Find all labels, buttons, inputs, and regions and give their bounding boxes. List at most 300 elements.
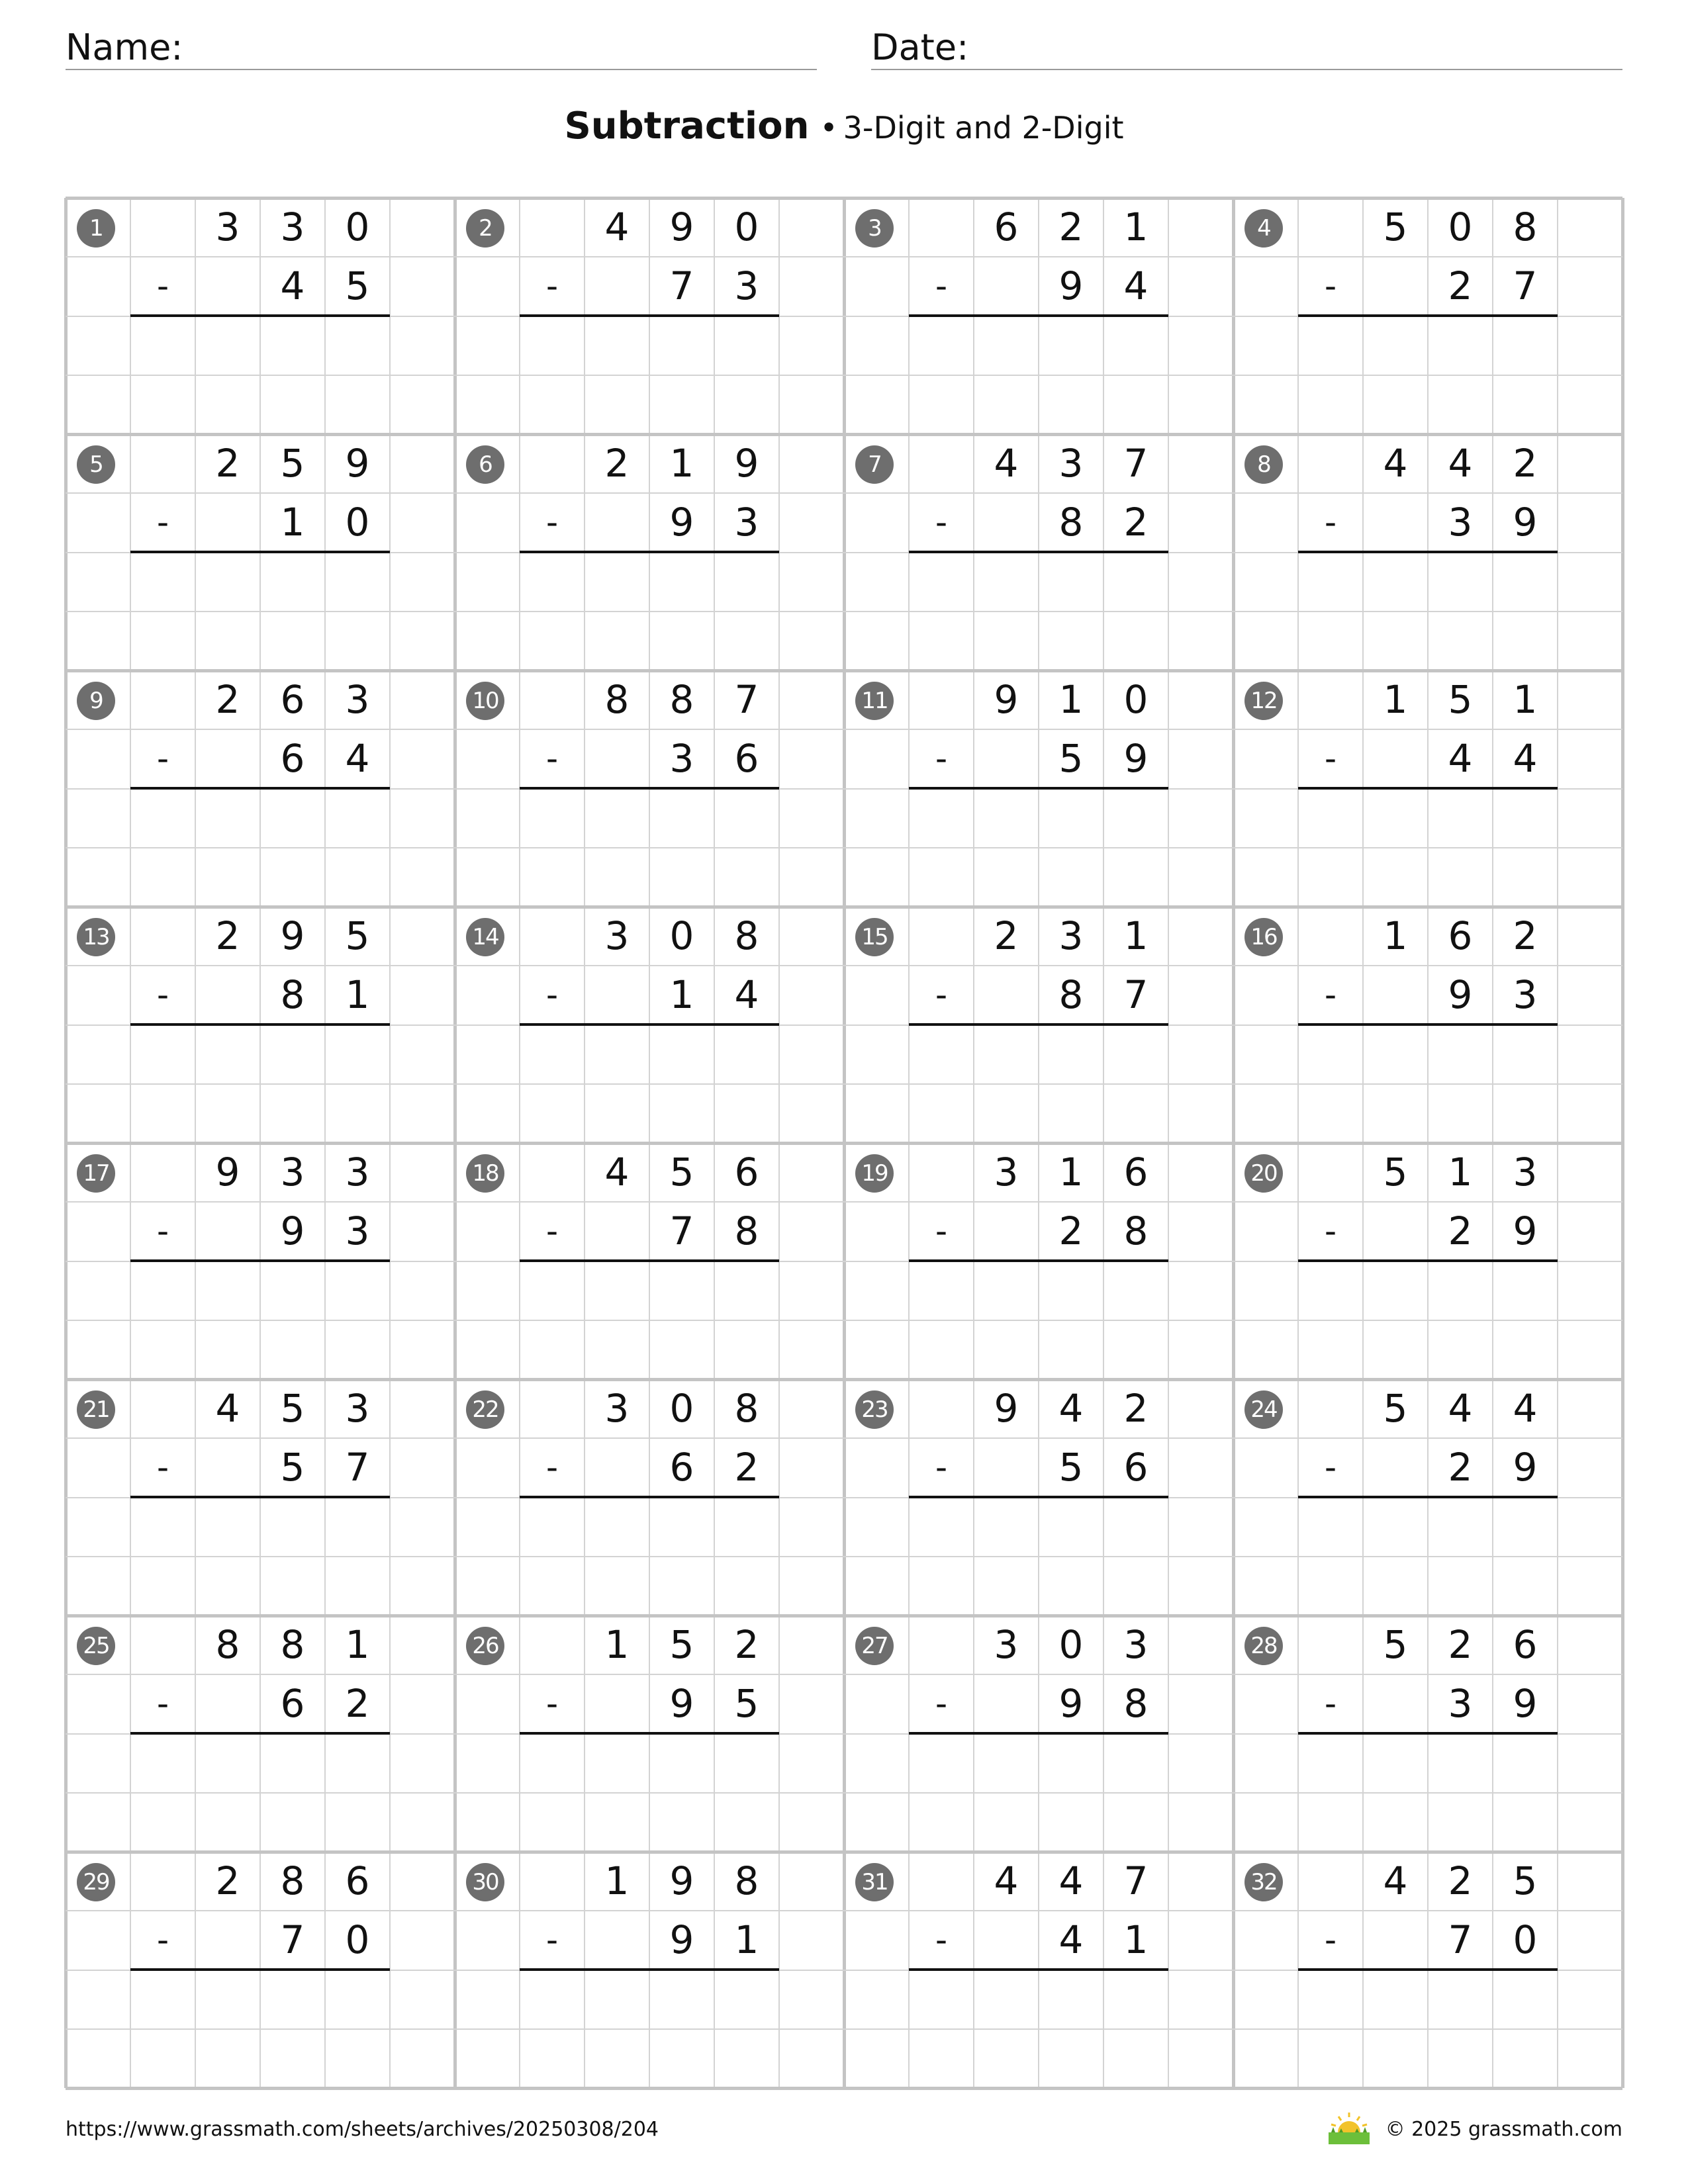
problem-16	[1233, 907, 1622, 1143]
problem-number-badge: 29	[77, 1863, 115, 1901]
subtrahend-digit: 2	[1448, 263, 1473, 309]
minuend-digit: 8	[734, 913, 759, 958]
problem-29	[66, 1852, 455, 2088]
subtrahend-digit: 0	[345, 500, 370, 545]
subtrahend-digit: 5	[734, 1681, 759, 1727]
problem-14	[455, 907, 844, 1143]
answer-cell[interactable]	[1428, 1261, 1493, 1320]
answer-cell[interactable]	[649, 1261, 714, 1320]
problem-number-badge: 26	[466, 1627, 504, 1665]
subtrahend-digit: 4	[345, 736, 370, 782]
minuend-digit: 8	[669, 677, 694, 722]
minuend-digit: 9	[994, 1386, 1019, 1431]
minuend-digit: 7	[734, 677, 759, 722]
minuend-digit: 0	[1448, 205, 1473, 250]
minuend-digit: 1	[1448, 1150, 1473, 1195]
minus-sign: -	[935, 1448, 948, 1486]
minuend-digit: 7	[1123, 441, 1149, 486]
answer-cell[interactable]	[325, 1970, 390, 2029]
answer-cell[interactable]	[1363, 789, 1428, 848]
title-subtitle: 3-Digit and 2-Digit	[843, 110, 1124, 146]
subtrahend-digit: 9	[1058, 1681, 1084, 1727]
answer-cell[interactable]	[1428, 553, 1493, 612]
answer-cell[interactable]	[1103, 553, 1168, 612]
answer-cell[interactable]	[1103, 789, 1168, 848]
minuend-digit: 3	[604, 913, 630, 958]
problem-28	[1233, 1615, 1622, 1852]
answer-cell[interactable]	[260, 789, 325, 848]
subtrahend-digit: 7	[669, 1208, 694, 1254]
minuend-digit: 1	[604, 1622, 630, 1667]
problem-24	[1233, 1379, 1622, 1615]
subtrahend-digit: 2	[1448, 1208, 1473, 1254]
answer-cell[interactable]	[585, 1025, 649, 1084]
minuend-digit: 9	[669, 1858, 694, 1903]
minuend-digit: 4	[1058, 1386, 1084, 1431]
answer-cell[interactable]	[714, 789, 779, 848]
answer-cell[interactable]	[260, 1970, 325, 2029]
problem-number-badge: 13	[77, 918, 115, 956]
minuend-digit: 6	[994, 205, 1019, 250]
answer-cell[interactable]	[714, 1970, 779, 2029]
answer-cell[interactable]	[260, 1261, 325, 1320]
answer-cell[interactable]	[585, 316, 649, 375]
subtrahend-digit: 6	[669, 1445, 694, 1490]
subtrahend-digit: 9	[669, 1917, 694, 1963]
minuend-digit: 5	[280, 441, 305, 486]
answer-cell[interactable]	[1103, 1734, 1168, 1793]
answer-cell[interactable]	[325, 789, 390, 848]
answer-cell[interactable]	[325, 1734, 390, 1793]
answer-cell[interactable]	[260, 553, 325, 612]
answer-cell[interactable]	[974, 1261, 1039, 1320]
minuend-digit: 0	[669, 913, 694, 958]
minus-sign: -	[1324, 1684, 1337, 1723]
answer-cell[interactable]	[649, 1970, 714, 2029]
problem-4	[1233, 198, 1622, 434]
minus-sign: -	[935, 976, 948, 1014]
subtrahend-digit: 2	[1123, 500, 1149, 545]
answer-cell[interactable]	[714, 1734, 779, 1793]
minuend-digit: 4	[1383, 1858, 1408, 1903]
answer-cell[interactable]	[1363, 1025, 1428, 1084]
minuend-digit: 7	[1123, 1858, 1149, 1903]
answer-cell[interactable]	[649, 553, 714, 612]
answer-cell[interactable]	[325, 316, 390, 375]
answer-cell[interactable]	[260, 316, 325, 375]
answer-cell[interactable]	[1493, 316, 1558, 375]
answer-cell[interactable]	[1103, 1970, 1168, 2029]
answer-cell[interactable]	[260, 1498, 325, 1557]
minuend-digit: 6	[1123, 1150, 1149, 1195]
answer-cell[interactable]	[1493, 1970, 1558, 2029]
minus-sign: -	[935, 1684, 948, 1723]
minuend-digit: 9	[734, 441, 759, 486]
subtrahend-digit: 9	[1513, 1208, 1538, 1254]
subtrahend-digit: 5	[280, 1445, 305, 1490]
answer-cell[interactable]	[974, 789, 1039, 848]
answer-cell[interactable]	[1363, 316, 1428, 375]
minus-sign: -	[545, 1448, 559, 1486]
problem-number-badge: 7	[855, 445, 894, 484]
answer-cell[interactable]	[974, 1970, 1039, 2029]
problem-number-badge: 11	[855, 682, 894, 720]
answer-cell[interactable]	[325, 1261, 390, 1320]
minus-sign: -	[1324, 976, 1337, 1014]
subtrahend-digit: 1	[669, 972, 694, 1018]
minuend-digit: 0	[345, 205, 370, 250]
minuend-digit: 4	[215, 1386, 240, 1431]
answer-cell[interactable]	[585, 789, 649, 848]
answer-cell[interactable]	[325, 553, 390, 612]
minuend-digit: 2	[994, 913, 1019, 958]
problem-number-badge: 5	[77, 445, 115, 484]
minuend-digit: 4	[604, 205, 630, 250]
minuend-digit: 2	[215, 677, 240, 722]
problem-25	[66, 1615, 455, 1852]
problem-20	[1233, 1143, 1622, 1379]
minuend-digit: 4	[1448, 1386, 1473, 1431]
subtrahend-digit: 7	[669, 263, 694, 309]
problem-number-badge: 20	[1244, 1154, 1283, 1193]
subtrahend-digit: 1	[280, 500, 305, 545]
subtrahend-digit: 2	[1058, 1208, 1084, 1254]
problem-32	[1233, 1852, 1622, 2088]
answer-cell[interactable]	[1363, 553, 1428, 612]
answer-cell[interactable]	[1039, 1025, 1103, 1084]
problem-number-badge: 3	[855, 209, 894, 248]
answer-cell[interactable]	[195, 789, 260, 848]
problem-number-badge: 21	[77, 1390, 115, 1429]
problem-13	[66, 907, 455, 1143]
minuend-digit: 1	[1123, 205, 1149, 250]
minus-sign: -	[1324, 1212, 1337, 1250]
problem-23	[844, 1379, 1233, 1615]
subtrahend-digit: 3	[734, 263, 759, 309]
subtrahend-digit: 8	[1123, 1208, 1149, 1254]
minuend-digit: 6	[280, 677, 305, 722]
answer-cell[interactable]	[1493, 1261, 1558, 1320]
problem-number-badge: 32	[1244, 1863, 1283, 1901]
problem-number-badge: 15	[855, 918, 894, 956]
subtrahend-digit: 3	[1448, 500, 1473, 545]
answer-cell[interactable]	[1103, 1261, 1168, 1320]
answer-cell[interactable]	[649, 1498, 714, 1557]
minuend-digit: 2	[1448, 1858, 1473, 1903]
minus-sign: -	[935, 267, 948, 305]
answer-cell[interactable]	[974, 553, 1039, 612]
minus-sign: -	[935, 739, 948, 778]
minuend-digit: 5	[1383, 1622, 1408, 1667]
answer-cell[interactable]	[1363, 1261, 1428, 1320]
answer-cell[interactable]	[1493, 553, 1558, 612]
problem-31	[844, 1852, 1233, 2088]
problem-number-badge: 22	[466, 1390, 504, 1429]
answer-cell[interactable]	[649, 1734, 714, 1793]
answer-cell[interactable]	[195, 1025, 260, 1084]
minuend-digit: 8	[280, 1622, 305, 1667]
minuend-digit: 5	[280, 1386, 305, 1431]
answer-cell[interactable]	[974, 316, 1039, 375]
subtrahend-digit: 3	[734, 500, 759, 545]
answer-cell[interactable]	[1039, 1261, 1103, 1320]
minus-sign: -	[545, 267, 559, 305]
subtrahend-digit: 4	[280, 263, 305, 309]
minuend-digit: 3	[1058, 441, 1084, 486]
minuend-digit: 5	[1383, 205, 1408, 250]
minuend-digit: 6	[345, 1858, 370, 1903]
problem-number-badge: 19	[855, 1154, 894, 1193]
minuend-digit: 9	[215, 1150, 240, 1195]
subtrahend-digit: 9	[669, 500, 694, 545]
minuend-digit: 5	[1513, 1858, 1538, 1903]
answer-cell[interactable]	[714, 1261, 779, 1320]
problem-number-badge: 12	[1244, 682, 1283, 720]
minuend-digit: 2	[215, 913, 240, 958]
minus-sign: -	[545, 1684, 559, 1723]
problem-number-badge: 27	[855, 1627, 894, 1665]
subtrahend-digit: 3	[1448, 1681, 1473, 1727]
answer-cell[interactable]	[1103, 1498, 1168, 1557]
minuend-digit: 0	[1058, 1622, 1084, 1667]
subtrahend-digit: 2	[734, 1445, 759, 1490]
answer-cell[interactable]	[1363, 1734, 1428, 1793]
problem-10	[455, 670, 844, 907]
problem-number-badge: 4	[1244, 209, 1283, 248]
subtrahend-digit: 0	[345, 1917, 370, 1963]
subtrahend-digit: 8	[1058, 972, 1084, 1018]
answer-cell[interactable]	[1428, 1970, 1493, 2029]
worksheet-grid	[66, 198, 1622, 2088]
problem-19	[844, 1143, 1233, 1379]
minus-sign: -	[156, 976, 169, 1014]
subtrahend-digit: 6	[734, 736, 759, 782]
answer-cell[interactable]	[195, 1261, 260, 1320]
minuend-digit: 2	[1123, 1386, 1149, 1431]
answer-cell[interactable]	[1039, 1498, 1103, 1557]
answer-cell[interactable]	[1493, 1734, 1558, 1793]
answer-cell[interactable]	[714, 1498, 779, 1557]
problem-number-badge: 25	[77, 1627, 115, 1665]
minuend-digit: 3	[604, 1386, 630, 1431]
minuend-digit: 8	[1513, 205, 1538, 250]
subtrahend-digit: 5	[1058, 1445, 1084, 1490]
problem-number-badge: 17	[77, 1154, 115, 1193]
subtrahend-digit: 1	[345, 972, 370, 1018]
minuend-digit: 9	[345, 441, 370, 486]
minuend-digit: 1	[1513, 677, 1538, 722]
answer-cell[interactable]	[1493, 1498, 1558, 1557]
answer-cell[interactable]	[260, 1734, 325, 1793]
answer-cell[interactable]	[195, 553, 260, 612]
answer-cell[interactable]	[974, 1025, 1039, 1084]
answer-cell[interactable]	[1493, 1025, 1558, 1084]
problem-7	[844, 434, 1233, 670]
answer-cell[interactable]	[1039, 316, 1103, 375]
minuend-digit: 9	[280, 913, 305, 958]
minuend-digit: 6	[1448, 913, 1473, 958]
subtrahend-digit: 4	[734, 972, 759, 1018]
minuend-digit: 0	[669, 1386, 694, 1431]
answer-cell[interactable]	[714, 553, 779, 612]
minuend-digit: 8	[604, 677, 630, 722]
problem-6	[455, 434, 844, 670]
subtrahend-digit: 4	[1123, 263, 1149, 309]
subtrahend-digit: 4	[1058, 1917, 1084, 1963]
minuend-digit: 8	[215, 1622, 240, 1667]
minuend-digit: 3	[215, 205, 240, 250]
subtrahend-digit: 9	[1513, 1445, 1538, 1490]
subtrahend-digit: 8	[1123, 1681, 1149, 1727]
problem-number-badge: 9	[77, 682, 115, 720]
answer-cell[interactable]	[195, 1734, 260, 1793]
minuend-digit: 4	[994, 441, 1019, 486]
problem-number-badge: 14	[466, 918, 504, 956]
problem-number-badge: 24	[1244, 1390, 1283, 1429]
problem-3	[844, 198, 1233, 434]
problem-1	[66, 198, 455, 434]
minuend-digit: 9	[994, 677, 1019, 722]
minus-sign: -	[1324, 503, 1337, 541]
problem-26	[455, 1615, 844, 1852]
subtrahend-digit: 8	[734, 1208, 759, 1254]
answer-cell[interactable]	[195, 1970, 260, 2029]
minus-sign: -	[545, 1921, 559, 1959]
subtrahend-digit: 9	[1513, 500, 1538, 545]
subtrahend-digit: 7	[280, 1917, 305, 1963]
problem-9	[66, 670, 455, 907]
answer-cell[interactable]	[1103, 316, 1168, 375]
minuend-digit: 3	[345, 677, 370, 722]
answer-cell[interactable]	[1039, 789, 1103, 848]
minuend-digit: 1	[1058, 1150, 1084, 1195]
answer-cell[interactable]	[974, 1498, 1039, 1557]
minuend-digit: 8	[734, 1386, 759, 1431]
subtrahend-digit: 7	[1448, 1917, 1473, 1963]
answer-cell[interactable]	[1039, 553, 1103, 612]
minus-sign: -	[156, 503, 169, 541]
grassmath-logo-icon	[1326, 2111, 1372, 2146]
answer-cell[interactable]	[1428, 1498, 1493, 1557]
minus-sign: -	[156, 739, 169, 778]
answer-cell[interactable]	[1428, 1734, 1493, 1793]
answer-cell[interactable]	[325, 1025, 390, 1084]
answer-cell[interactable]	[1039, 1970, 1103, 2029]
subtrahend-digit: 4	[1448, 736, 1473, 782]
subtrahend-digit: 7	[1123, 972, 1149, 1018]
subtrahend-digit: 3	[669, 736, 694, 782]
title-separator: •	[820, 110, 838, 146]
minuend-digit: 5	[345, 913, 370, 958]
answer-cell[interactable]	[1428, 789, 1493, 848]
subtrahend-digit: 1	[734, 1917, 759, 1963]
minuend-digit: 5	[669, 1150, 694, 1195]
answer-cell[interactable]	[260, 1025, 325, 1084]
answer-cell[interactable]	[585, 1734, 649, 1793]
problem-2	[455, 198, 844, 434]
subtrahend-digit: 9	[280, 1208, 305, 1254]
answer-cell[interactable]	[1493, 789, 1558, 848]
subtrahend-digit: 7	[345, 1445, 370, 1490]
minuend-digit: 2	[1448, 1622, 1473, 1667]
problem-number-badge: 28	[1244, 1627, 1283, 1665]
answer-cell[interactable]	[1103, 1025, 1168, 1084]
minuend-digit: 0	[1123, 677, 1149, 722]
answer-cell[interactable]	[1363, 1498, 1428, 1557]
minus-sign: -	[935, 1921, 948, 1959]
date-field-line[interactable]	[871, 69, 1622, 70]
problem-22	[455, 1379, 844, 1615]
minuend-digit: 3	[345, 1150, 370, 1195]
minus-sign: -	[935, 1212, 948, 1250]
answer-cell[interactable]	[195, 316, 260, 375]
minuend-digit: 2	[215, 1858, 240, 1903]
minuend-digit: 2	[215, 441, 240, 486]
problem-number-badge: 8	[1244, 445, 1283, 484]
minuend-digit: 2	[1513, 913, 1538, 958]
minuend-digit: 5	[1383, 1386, 1408, 1431]
answer-cell[interactable]	[714, 316, 779, 375]
name-field-line[interactable]	[66, 69, 817, 70]
subtrahend-digit: 0	[1513, 1917, 1538, 1963]
subtrahend-digit: 2	[345, 1681, 370, 1727]
minus-sign: -	[156, 1448, 169, 1486]
subtrahend-digit: 6	[280, 736, 305, 782]
answer-cell[interactable]	[649, 1025, 714, 1084]
answer-cell[interactable]	[585, 553, 649, 612]
answer-cell[interactable]	[1428, 1025, 1493, 1084]
minus-sign: -	[156, 1212, 169, 1250]
answer-cell[interactable]	[1363, 1970, 1428, 2029]
minuend-digit: 3	[1058, 913, 1084, 958]
problem-18	[455, 1143, 844, 1379]
minuend-digit: 2	[1513, 441, 1538, 486]
subtrahend-digit: 9	[1058, 263, 1084, 309]
footer-copyright: © 2025 grassmath.com	[1385, 2118, 1622, 2141]
minus-sign: -	[1324, 267, 1337, 305]
answer-cell[interactable]	[649, 316, 714, 375]
subtrahend-digit: 7	[1513, 263, 1538, 309]
minuend-digit: 2	[734, 1622, 759, 1667]
minuend-digit: 1	[1058, 677, 1084, 722]
subtrahend-digit: 2	[1448, 1445, 1473, 1490]
minus-sign: -	[545, 1212, 559, 1250]
subtrahend-digit: 4	[1513, 736, 1538, 782]
answer-cell[interactable]	[585, 1498, 649, 1557]
answer-cell[interactable]	[974, 1734, 1039, 1793]
name-label: Name:	[66, 26, 183, 68]
answer-cell[interactable]	[585, 1970, 649, 2029]
answer-cell[interactable]	[714, 1025, 779, 1084]
footer-url[interactable]: https://www.grassmath.com/sheets/archives/20250308/204	[66, 2118, 659, 2141]
subtrahend-digit: 8	[280, 972, 305, 1018]
minuend-digit: 1	[1383, 913, 1408, 958]
subtrahend-digit: 5	[345, 263, 370, 309]
minuend-digit: 4	[1058, 1858, 1084, 1903]
minus-sign: -	[545, 976, 559, 1014]
answer-cell[interactable]	[195, 1498, 260, 1557]
subtrahend-digit: 9	[1513, 1681, 1538, 1727]
minus-sign: -	[1324, 739, 1337, 778]
answer-cell[interactable]	[649, 789, 714, 848]
minuend-digit: 3	[1123, 1622, 1149, 1667]
answer-cell[interactable]	[1039, 1734, 1103, 1793]
problem-17	[66, 1143, 455, 1379]
answer-cell[interactable]	[1428, 316, 1493, 375]
answer-cell[interactable]	[585, 1261, 649, 1320]
answer-cell[interactable]	[325, 1498, 390, 1557]
subtrahend-digit: 8	[1058, 500, 1084, 545]
